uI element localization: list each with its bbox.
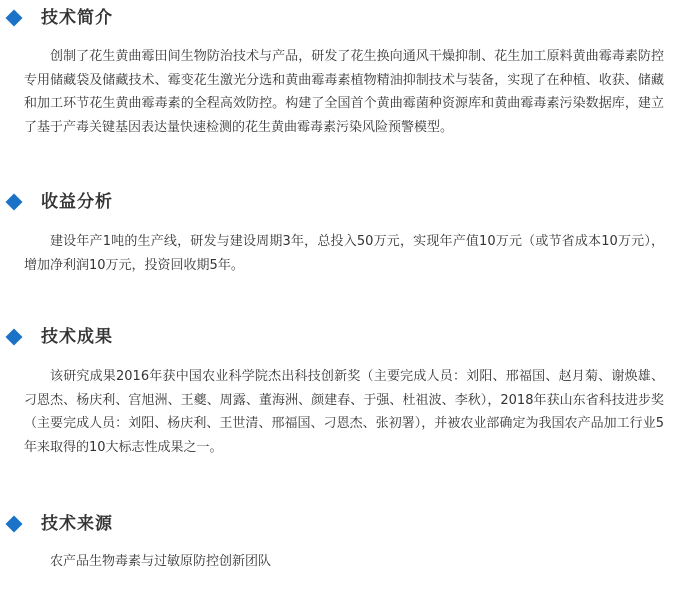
section-tech-intro: [0, 6, 676, 135]
section-benefit-analysis: [0, 190, 676, 273]
section-title: 收益分析: [41, 192, 113, 212]
section-heading: [0, 6, 676, 32]
section-body: 该研究成果2016年获中国农业科学院杰出科技创新奖（主要完成人员：刘阳、邢福国、赵月菊、谢焕雄、刁恩杰、杨庆利、宫旭洲、王夔、周露、董海洲、颜建春、于强、杜祖波、李秋），2018年获山东省科技进步奖（主要完成人员：刘阳、杨庆利、王世清、邢福国、刁恩杰、张初署），并被农业部确定为我国农产品加工行业5年来取得的10大标志性成果之一。: [24, 369, 664, 455]
diamond-icon: [6, 329, 23, 346]
section-tech-results: [0, 325, 676, 455]
diamond-icon: [6, 516, 23, 533]
section-body: 农产品生物毒素与过敏原防控创新团队: [50, 554, 272, 569]
section-title: 技术来源: [41, 514, 113, 534]
diamond-icon: [6, 10, 23, 27]
section-title: 技术成果: [41, 327, 113, 347]
section-tech-source: [0, 512, 676, 569]
section-heading: [0, 325, 676, 351]
section-body: 建设年产1吨的生产线，研发与建设周期3年，总投入50万元，实现年产值10万元（或节省成本10万元），增加净利润10万元，投资回收期5年。: [24, 234, 664, 273]
section-body: 创制了花生黄曲霉田间生物防治技术与产品，研发了花生换向通风干燥抑制、花生加工原料黄曲霉毒素防控专用储藏袋及储藏技术、霉变花生激光分选和黄曲霉毒素植物精油抑制技术与装备，实现了在种植、收获、储藏和加工环节花生黄曲霉毒素的全程高效防控。构建了全国首个黄曲霉菌种资源库和黄曲霉毒素污染数据库，建立了基于产毒关键基因表达量快速检测的花生黄曲霉毒素污染风险预警模型。: [24, 49, 664, 135]
section-heading: [0, 512, 676, 538]
diamond-icon: [6, 194, 23, 211]
section-heading: [0, 190, 676, 216]
section-title: 技术简介: [41, 8, 113, 28]
